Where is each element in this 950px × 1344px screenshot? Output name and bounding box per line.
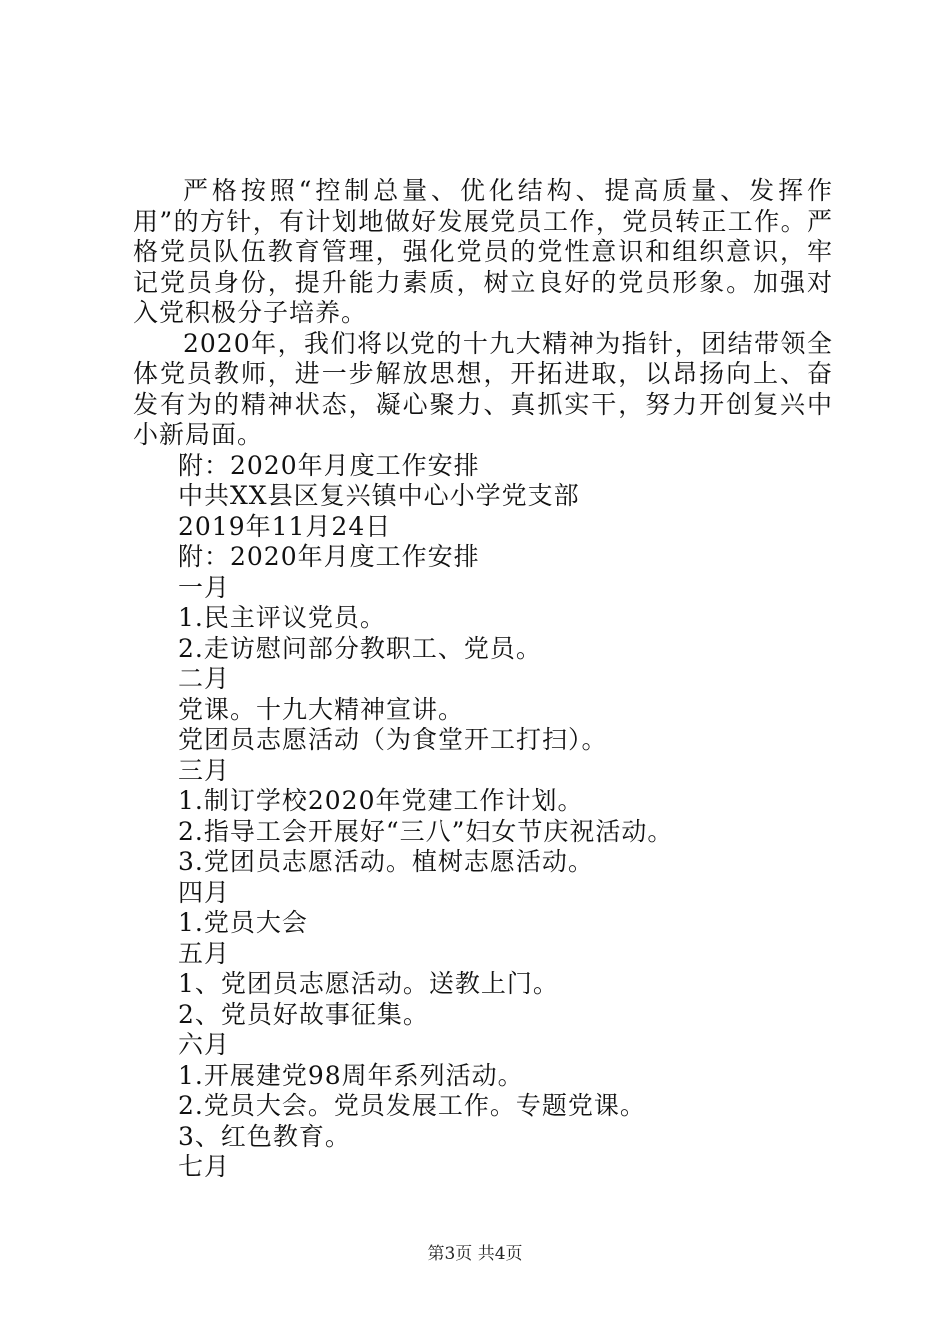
attachment-title: 附：2020年月度工作安排 — [178, 542, 480, 571]
document-body — [133, 176, 833, 1183]
attachment-note: 附：2020年月度工作安排 — [178, 450, 480, 480]
paragraph-2020-outlook: 2020年，我们将以党的十九大精神为指针，团结带领全体党员教师，进一步解放思想，开拓进取，以昂扬向上、奋发有为的精神状态，凝心聚力、真抓实干，努力开创复兴中小新局面。 — [133, 328, 833, 449]
schedule-line: 2.走访慰问部分教职工、党员。 — [178, 633, 542, 663]
schedule-line: 1、党团员志愿活动。送教上门。 — [178, 969, 559, 998]
schedule-line: 四月 — [178, 877, 231, 907]
schedule-line: 3.党团员志愿活动。植树志愿活动。 — [178, 847, 594, 876]
schedule-line: 六月 — [178, 1030, 231, 1059]
schedule-line: 3、红色教育。 — [178, 1121, 351, 1151]
schedule-line: 七月 — [178, 1152, 231, 1181]
schedule-line: 党团员志愿活动（为食堂开工打扫）。 — [178, 725, 608, 754]
schedule-line: 五月 — [178, 938, 231, 968]
paragraph-party-development: 严格按照“控制总量、优化结构、提高质量、发挥作用”的方针，有计划地做好发展党员工作，党员转正工作。严格党员队伍教育管理，强化党员的党性意识和组织意识，牢记党员身份，提升能力素质，树立良好的党员形象。加强对入党积极分子培养。 — [133, 176, 833, 327]
schedule-line: 2.指导工会开展好“三八”妇女节庆祝活动。 — [178, 816, 674, 846]
signature-date: 2019年11月24日 — [178, 511, 392, 541]
page-number-footer: 第3页 共4页 — [427, 1244, 523, 1264]
schedule-line: 1.民主评议党员。 — [178, 603, 386, 632]
organization-signature: 中共XX县区复兴镇中心小学党支部 — [178, 481, 580, 510]
schedule-line: 1.制订学校2020年党建工作计划。 — [178, 786, 584, 815]
schedule-line: 二月 — [178, 664, 231, 693]
schedule-line: 1.党员大会 — [178, 908, 308, 937]
schedule-line: 党课。十九大精神宣讲。 — [178, 694, 465, 724]
schedule-line: 三月 — [178, 755, 231, 785]
schedule-line: 一月 — [178, 572, 231, 602]
schedule-line: 1.开展建党98周年系列活动。 — [178, 1060, 524, 1090]
schedule-line: 2、党员好故事征集。 — [178, 999, 429, 1029]
schedule-line: 2.党员大会。党员发展工作。专题党课。 — [178, 1091, 646, 1120]
